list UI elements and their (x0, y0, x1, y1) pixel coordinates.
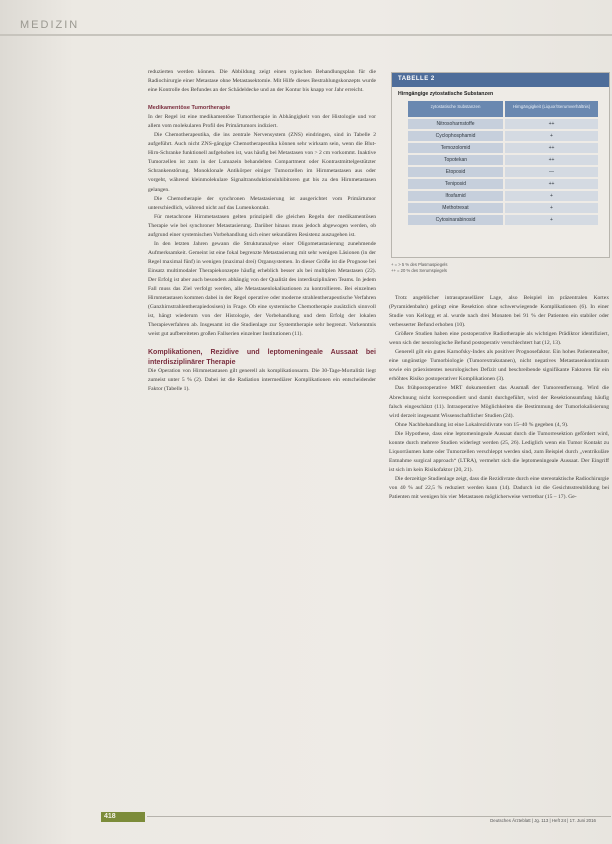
table-row (408, 215, 598, 225)
table-cell: Ifosfamid (408, 191, 503, 201)
footer-rule (147, 816, 611, 817)
paragraph: Generell gilt ein gutes Karnofsky-Index als positiver Prognosefaktor. Ein hohes Patientenalter, eine ungünstige Tumorbiologie (Tumorextrakutanen), nicht negatives Metastasenkontinuum sowie ein präexistentes neurologisches Defizit und beschreibende signifikante Faktoren für ein erhöhtes Risiko postoperativer Komplikationen (3). (389, 349, 609, 383)
paragraph: Die Operation von Hirnmetastasen gilt generell als komplikationsarm. Die 30-Tage-Mortalität liegt zumeist unter 5 % (2). Dabei ist die Radiation intermediärer Komplikationen ein entscheidender Faktor (Tabelle 1). (148, 368, 376, 393)
table-cell: Temozolomid (408, 143, 503, 153)
table-cell: ++ (505, 119, 598, 129)
paragraph: Das frühpostoperative MRT dokumentiert das Ausmaß der Tumorentfernung. Wird die Abrechnung nicht korrespondiert und damit durchgeführt, wird der Resektionsumfang häufig falsch eingeschätzt (11). Intraoperative Möglichkeiten die Bestimmung der Tumorlokalisierung wird derzeit insgesamt Wissenschaftlicher Studien (24). (389, 385, 609, 419)
paragraph: Trotz angeblicher intrasuprasellärer Lage, also Beispiel im präzentralen Kortex (Pyramidenbahn) gelingt eine Resektion ohne schwerwiegende Komplikationen (6). In einer Studie von Kellogg et al. wurde nach drei Monaten bei 91 % der Patienten ein stabiler oder verbesserter Befund erhoben (10). (389, 295, 609, 329)
table-cell: ++ (505, 155, 598, 165)
header-rule (0, 34, 612, 36)
table-cell: + (505, 131, 598, 141)
table-label: TABELLE 2 (398, 76, 435, 82)
section-heading: Komplikationen, Rezidive und leptomeningeale Aussaat bei interdisziplinärer Therapie (148, 349, 376, 366)
table-footnote: + = > 5 % des Plasmaspiegels (391, 262, 448, 267)
section-heading: Medikamentöse Tumortherapie (148, 105, 231, 112)
table-cell: — (505, 167, 598, 177)
left-column (148, 68, 376, 394)
paragraph: Ohne Nachbehandlung ist eine Lokalrezidivrate von 15–40 % gegeben (4, 9). (395, 421, 569, 428)
table-row (408, 143, 598, 153)
table-row (408, 167, 598, 177)
table-row (408, 191, 598, 201)
table-cell: Teniposid (408, 179, 503, 189)
table-cell: Nitrosoharnstoffe (408, 119, 503, 129)
table-cell: ++ (505, 143, 598, 153)
table-label-bar (392, 73, 609, 87)
paragraph: Die Hypothese, dass eine leptomeningeale Aussaat durch die Tumorresektion gefördert wird, konnte durch mehrere Studien widerlegt werden (25, 26). Lediglich wenn ein Tumor Kontakt zu Liquorräumen hatte oder Tumorzellen verschleppt werden sind, zum Beispiel durch „ventrikuläre Entnahme surgical approach“ (LTRA), vermehrt sich die leptomeningeale Aussaat. Der Eingriff ist sich im kein Risikofaktor (20, 21). (389, 430, 609, 473)
paragraph: reduzierten werden können. Die Abbildung zeigt einen typischen Behandlungsplan für die Radiochirurgie einer Metastase ohne Metastasektomie. Mit Hilfe dieses Bestrahlungskonzepts wurde eine Kontrolle des Befundes an der Schädeldecke und an der Kontur bis knapp vor Jahr erreicht. (148, 69, 376, 94)
table-cell: + (505, 215, 598, 225)
table-row (408, 155, 598, 165)
table-footnote: ++ = 20 % des Serumspiegels (391, 268, 447, 273)
paragraph: Die derzeitige Studienlage zeigt, dass die Rezidivrate durch eine stereotaktische Radiochirurgie von 40 % auf 22,5 % reduziert werden kann (14). Dadurch ist die Gesichtsstreubildung bei Patienten mit wenigen bis vier Metastasen möglicherweise vertretbar (15 – 17). Ge- (389, 475, 609, 501)
table-title: Hirngängige zytostatische Substanzen (398, 91, 494, 97)
table-cell: + (505, 191, 598, 201)
table-col-header: zytostatische Substanzen (408, 101, 503, 117)
table-row (408, 131, 598, 141)
paragraph: Die Chemotherapie der synchronen Metastasierung ist ausgerichtet vom Primärtumor unterschiedlich, während nicht auf das Lumenkontakt. (148, 195, 376, 211)
table-cell: ++ (505, 179, 598, 189)
table-row (408, 203, 598, 213)
footer-source: Deutsches Ärzteblatt | Jg. 113 | Heft 24 | 17. Juni 2016 (490, 818, 596, 823)
paragraph: In der Regel ist eine medikamentöse Tumortherapie in Abhängigkeit von der Histologie und vor allem vom molekularen Profil des Primärtumors indiziert. (148, 114, 376, 130)
table-box (391, 72, 610, 258)
paragraph: Die Chemotherapeutika, die ins zentrale Nervensystem (ZNS) eindringen, sind in Tabelle 2 aufgeführt. Auch nicht ZNS-gängige Chemotherapeutika können sehr wirksam sein, wenn die Blut-Hirn-Schranke funktionell aufgehoben ist, was häufig bei Metastasen von > 2 cm vorkommt. Inaktive Tumorzellen ist zum in der Lumazein behandelten Compartment oder Kontrastmittelgestützter Schrankenstörung. Monoklonale Antikörper einiger Tumorzellen im Hirnmetastasen aus oder vorgeht, während kleinmolekulare Signaltransduktionsinhibitoren gut bis zu den Hirnmetastasen gelangen. (148, 132, 376, 193)
page-number: 418 (104, 813, 116, 820)
table-header-row (408, 101, 598, 117)
table-col-header: Hirngängigkeit (Liquor/Serumverhältnis) (505, 101, 598, 117)
table-cell: Topotekan (408, 155, 503, 165)
table-row (408, 179, 598, 189)
table-cell: Methotrexat (408, 203, 503, 213)
table-cell: Etoposid (408, 167, 503, 177)
section-header: MEDIZIN (20, 19, 80, 31)
table-cell: Cytosinarabinosid (408, 215, 503, 225)
paragraph: In den letzten Jahren gewann die Strukturanalyse einer Oligometastasierung zunehmende Aufmerksamkeit. Gemeint ist eine fokal begrenzte Metastasierung mit sehr wenigen Läsionen (in der Regel maximal fünf) in wenigen (maximal drei) Organsystemen. In dieser Größe ist die Prognose bei Einsatz multimodaler Therapiekonzepte häufig erheblich besser als bei multiplen Metastasen (22). Der Erfolg ist aber auch besonders abhängig von der Qualität des interdisziplinären Teams. In jedem Fall muss das Ziel verfolgt werden, alle Metastasenlokalisationen zu kontrollieren. Bei einzelnen Hirnmetastasen kommen dabei in der Regel operative oder moderne strahlentherapeutische Verfahren (Ganzhirnstrahlentherapiedosisen) in Frage. Ob eine systemische Chemotherapie zusätzlich sinnvoll ist, hängt wiederum von der Histologie, der Vorbehandlung und dem Erfolg der lokalen Therapieverfahren ab. Insgesamt ist die Studienlage zur Systemtherapie sehr begrenzt. Vorkenntnis weist gut aufbereiteten großen Fallserien einzelner Institutionen (11). (148, 240, 376, 338)
table-footnotes (391, 262, 447, 274)
right-column (389, 294, 609, 502)
table-row (408, 119, 598, 129)
table-cell: + (505, 203, 598, 213)
table-cell: Cyclophosphamid (408, 131, 503, 141)
paragraph: Für metachrone Hirnmetastasen gelten prinzipiell die gleichen Regeln der medikamentösen Therapie wie bei synchroner Metastasierung. Darüber hinaus muss jedoch abgewogen werden, ob aufgrund einer systemischen Vorbehandlung sich einer sekundären Resistenz auszugehen ist. (148, 213, 376, 238)
paragraph: Größere Studien haben eine postoperative Radiotherapie als wichtigen Prädiktor identifiziert, wenn sich der neurologische Befund postoperativ verschlechtert hat (12, 13). (389, 331, 609, 347)
